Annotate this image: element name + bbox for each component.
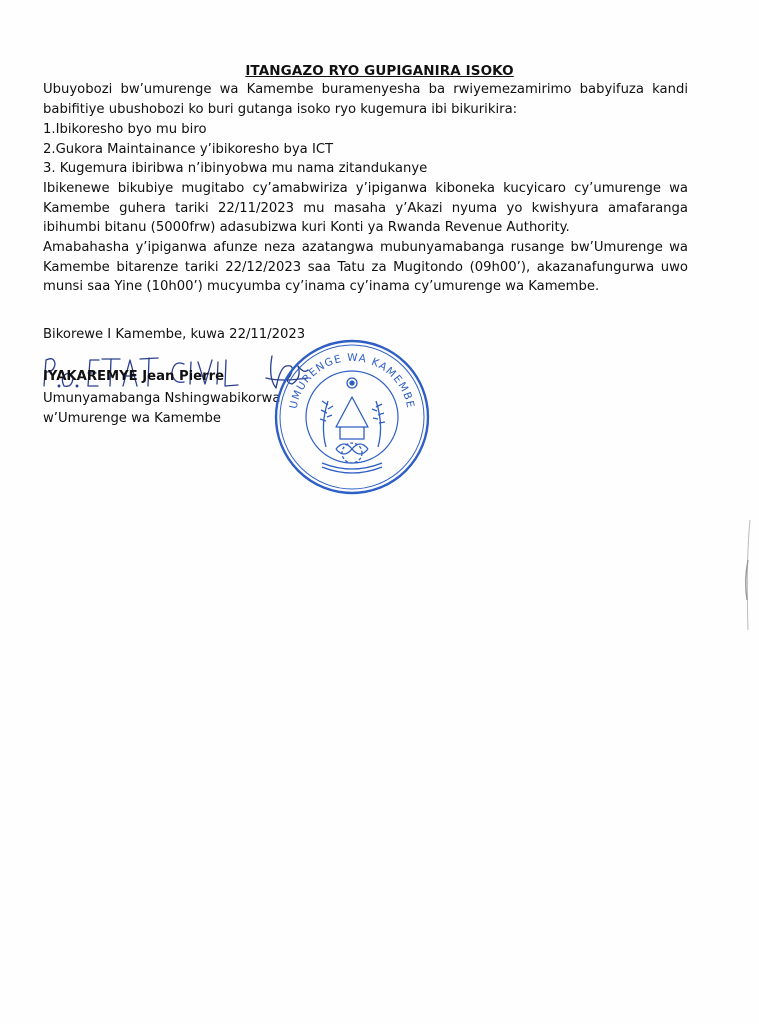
documents-paragraph: Ibikenewe bikubiye mugitabo cy’amabwiriza y’ipiganwa kiboneka kucyicaro cy’umurenge wa Kamembe guhera tariki 22/11/2023 mu masaha y’Akazi nyuma yo kwishyura amafaranga ibihumbi bitanu (5000frw) adasubizwa kuri Konti ya Rwanda Revenue Authority. bbox=[43, 181, 688, 236]
submission-paragraph: Amabahasha y’ipiganwa afunze neza azatangwa mubunyamabanga rusange bw’Umurenge wa Kamembe bitarenze tariki 22/12/2023 saa Tatu za Mugitondo (09h00’), akazanafungurwa uwo munsi saa Yine (10h00’) mucyumba cy’inama cy’inama cy’umurenge wa Kamembe. bbox=[43, 240, 688, 295]
list-item: 3. Kugemura ibiribwa n’ibinyobwa mu nama zitandukanye bbox=[43, 161, 428, 177]
official-stamp bbox=[270, 335, 435, 500]
list-item: 2.Gukora Maintainance y’ibikoresho bya ICT bbox=[43, 141, 334, 157]
items-list bbox=[43, 120, 688, 179]
intro-paragraph: Ubuyobozi bw’umurenge wa Kamembe buramenyesha ba rwiyemezamirimo babyifuza kandi babifitiye ubushobozi ko buri gutanga isoko ryo kugemura ibi bikurikira: bbox=[43, 82, 688, 117]
list-item: 1.Ibikoresho byo mu biro bbox=[43, 122, 207, 137]
signatory-title bbox=[43, 389, 280, 429]
signatory-title-line-1: Umunyamabanga Nshingwabikorwa bbox=[43, 391, 281, 406]
stamp-text: UMURENGE WA KAMEMBE bbox=[287, 351, 417, 410]
scan-artifact bbox=[738, 520, 758, 630]
document-title: ITANGAZO RYO GUPIGANIRA ISOKO bbox=[245, 63, 514, 79]
signatory-title-line-2: w’Umurenge wa Kamembe bbox=[43, 411, 221, 426]
place-date: Bikorewe I Kamembe, kuwa 22/11/2023 bbox=[43, 327, 306, 342]
signatory-name: IYAKAREMYE Jean Pierre bbox=[43, 369, 225, 384]
